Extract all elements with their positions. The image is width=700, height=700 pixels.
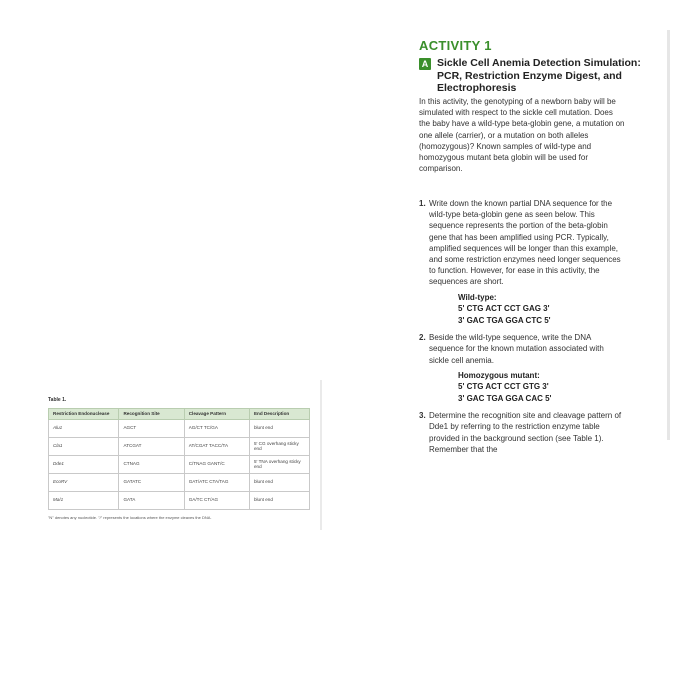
table-cell: ATCGAT <box>119 437 184 455</box>
table-row <box>49 455 310 473</box>
table-cell: 5' CG overhang sticky end <box>249 437 309 455</box>
section-badge: A <box>419 58 431 70</box>
restriction-enzyme-table <box>48 408 310 510</box>
activity-title: ACTIVITY 1 <box>419 38 492 53</box>
table-row <box>49 473 310 491</box>
section-heading <box>419 57 659 95</box>
sequence-line: 3' GAC TGA GGA CTC 5' <box>458 315 551 325</box>
table-cell: C/TNAG GANT/C <box>184 455 249 473</box>
step-1 <box>419 198 625 326</box>
sequence-label: Wild-type: <box>458 292 497 302</box>
table-cell: blunt end <box>249 473 309 491</box>
table-footnote: "N" denotes any nucleotide. "/" represents the locations where the enzyme cleaves the DNA. <box>48 515 212 520</box>
table-row <box>49 437 310 455</box>
table-row <box>49 491 310 509</box>
table-cell: Cla1 <box>49 437 119 455</box>
step-number: 2. <box>419 333 426 343</box>
step-text: Determine the recognition site and cleavage pattern of Dde1 by referring to the restriction enzyme table provided in the background section (see Table 1). Remember that the <box>429 411 622 454</box>
table-header-row <box>49 409 310 420</box>
step-number: 1. <box>419 199 426 208</box>
table-cell: GAT/ATC CTA/TAG <box>184 473 249 491</box>
table-cell: GA/TC CT/AG <box>184 491 249 509</box>
table-cell: CTNAG <box>119 455 184 473</box>
table-cell: blunt end <box>249 491 309 509</box>
table-row <box>49 419 310 437</box>
sequence-line: 3' GAC TGA GGA CAC 5' <box>458 393 552 403</box>
table-caption: Table 1. <box>48 397 67 403</box>
step-3 <box>419 410 625 455</box>
step-2 <box>419 332 625 404</box>
table-cell: blunt end <box>249 419 309 437</box>
table-cell: Ma/1 <box>49 491 119 509</box>
section-title: Sickle Cell Anemia Detection Simulation: PCR, Restriction Enzyme Digest, and Electrophoresis <box>437 57 641 94</box>
table-header: Restriction Endonuclease <box>49 409 119 420</box>
sequence-label: Homozygous mutant: <box>458 370 540 380</box>
table-cell: AG/CT TC/GA <box>184 419 249 437</box>
wild-type-sequence <box>458 292 625 327</box>
table-cell: GATA <box>119 491 184 509</box>
step-number: 3. <box>419 411 426 421</box>
table-cell: AT/CGAT TACC/TA <box>184 437 249 455</box>
table-cell: Alu1 <box>49 419 119 437</box>
mutant-sequence <box>458 370 625 405</box>
table-page <box>40 380 322 530</box>
table-header: End Description <box>249 409 309 420</box>
table-header: Recognition Site <box>119 409 184 420</box>
sequence-line: 5' CTG ACT CCT GTG 3' <box>458 382 549 392</box>
table-cell: Dde1 <box>49 455 119 473</box>
sequence-line: 5' CTG ACT CCT GAG 3' <box>458 304 550 314</box>
step-text: Beside the wild-type sequence, write the DNA sequence for the known mutation associated with sickle cell anemia. <box>429 333 604 365</box>
table-cell: 5' TNA overhang sticky end <box>249 455 309 473</box>
table-cell: AGCT <box>119 419 184 437</box>
step-text: Write down the known partial DNA sequence for the wild-type beta-globin gene as seen below. This sequence represents the portion of the beta-globin gene that has been amplified using PCR. Typically, amplified sequences will be longer than this example, and some restriction enzymes need longer sequences to function. However, for ease in this activity, the sequences are short. <box>429 199 621 287</box>
activity-page <box>405 30 670 454</box>
table-cell: GATATC <box>119 473 184 491</box>
table-cell: EcoRV <box>49 473 119 491</box>
intro-paragraph: In this activity, the genotyping of a newborn baby will be simulated with respect to the sickle cell mutation. Does the baby have a wild-type beta-globin gene, a mutation on one allele (carrier), or a mutation on both alleles (homozygous)? Known samples of wild-type and homozygous mutant beta globin will be used for comparison. <box>419 97 625 174</box>
steps-list <box>419 198 625 461</box>
table-header: Cleavage Pattern <box>184 409 249 420</box>
